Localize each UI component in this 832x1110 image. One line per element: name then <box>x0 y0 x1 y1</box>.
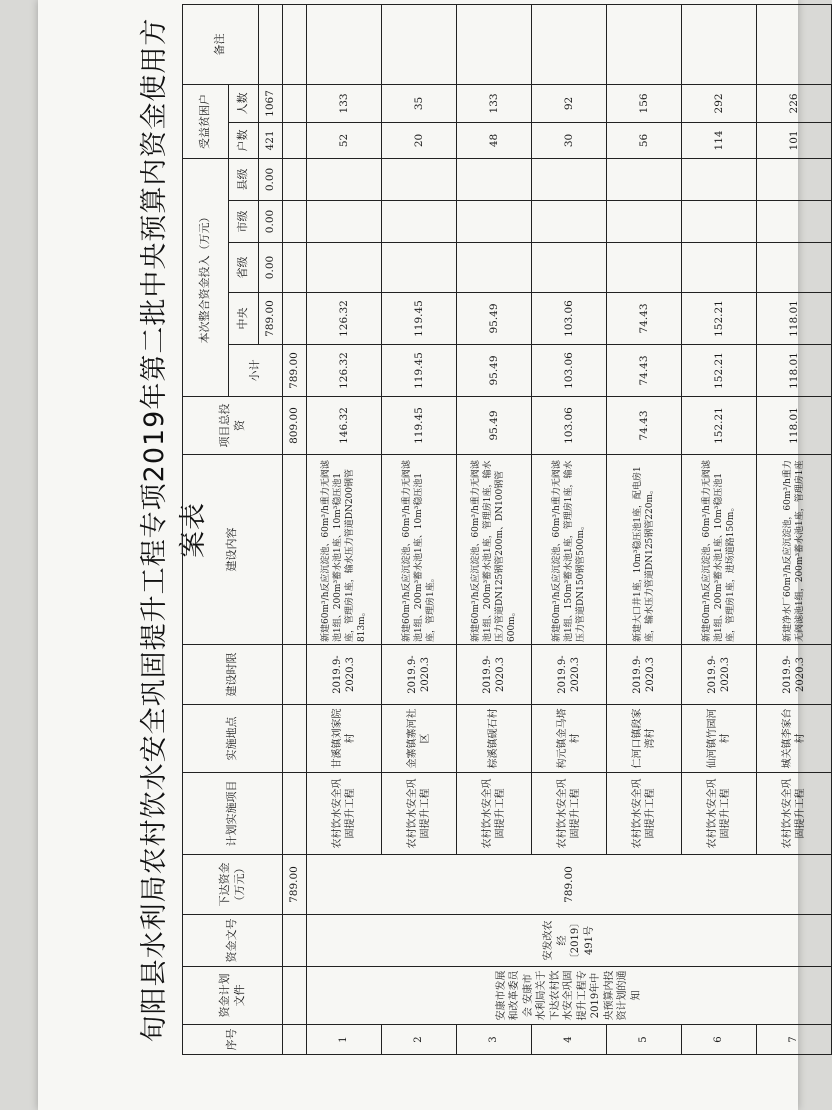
cell-central: 74.43 <box>607 293 682 345</box>
header-period: 建设时限 <box>183 645 283 705</box>
cell-subtotal: 118.01 <box>757 345 832 397</box>
cell-project: 农村饮水安全巩固提升工程 <box>457 773 532 855</box>
header-integrated-funds: 本次整合资金投入（万元） <box>183 158 229 396</box>
total-invest: 809.00 <box>283 397 307 455</box>
cell-subtotal: 103.06 <box>532 345 607 397</box>
cell-total: 152.21 <box>682 397 757 455</box>
header-county: 县级 <box>229 158 259 200</box>
cell-central: 95.49 <box>457 293 532 345</box>
page-title: 旬阳县水利局农村饮水安全巩固提升工程专项2019年第二批中央预算内资金使用方案表 <box>139 17 209 1043</box>
fund-plan-table <box>182 4 832 1055</box>
cell-seq: 3 <box>457 1025 532 1055</box>
total-central: 789.00 <box>259 293 283 345</box>
cell-total: 74.43 <box>607 397 682 455</box>
cell-location: 仙河镇竹园河村 <box>682 705 757 773</box>
cell-period: 2019.9-2020.3 <box>307 645 382 705</box>
document-page <box>38 0 806 1110</box>
cell-location: 金寨镇寨河社区 <box>382 705 457 773</box>
cell-households: 52 <box>307 122 382 158</box>
total-county: 0.00 <box>259 158 283 200</box>
header-seq: 序号 <box>183 1025 283 1055</box>
cell-seq: 5 <box>607 1025 682 1055</box>
cell-plan-doc: 安康市发展和改革委员会 安康市水利局关于下达农村饮水安全巩固提升工程专2019年中央预算内投资计划的通知 <box>307 967 832 1025</box>
cell-households: 114 <box>682 122 757 158</box>
cell-persons: 156 <box>607 84 682 122</box>
cell-persons: 226 <box>757 84 832 122</box>
cell-persons: 35 <box>382 84 457 122</box>
header-content: 建设内容 <box>183 455 283 645</box>
cell-period: 2019.9-2020.3 <box>532 645 607 705</box>
cell-location: 城关镇李家台村 <box>757 705 832 773</box>
cell-location: 仁河口镇段家湾村 <box>607 705 682 773</box>
cell-total: 95.49 <box>457 397 532 455</box>
cell-seq: 4 <box>532 1025 607 1055</box>
total-remarks <box>259 4 283 84</box>
cell-project: 农村饮水安全巩固提升工程 <box>307 773 382 855</box>
header-households: 户数 <box>229 122 259 158</box>
header-municipal: 市级 <box>229 201 259 243</box>
cell-central: 126.32 <box>307 293 382 345</box>
table-body <box>307 4 832 1054</box>
cell-central: 103.06 <box>532 293 607 345</box>
cell-period: 2019.9-2020.3 <box>757 645 832 705</box>
cell-project: 农村饮水安全巩固提升工程 <box>682 773 757 855</box>
cell-seq: 7 <box>757 1025 832 1055</box>
cell-period: 2019.9-2020.3 <box>607 645 682 705</box>
cell-persons: 92 <box>532 84 607 122</box>
cell-households: 30 <box>532 122 607 158</box>
cell-project: 农村饮水安全巩固提升工程 <box>382 773 457 855</box>
cell-project: 农村饮水安全巩固提升工程 <box>757 773 832 855</box>
cell-persons: 133 <box>307 84 382 122</box>
cell-period: 2019.9-2020.3 <box>382 645 457 705</box>
cell-project: 农村饮水安全巩固提升工程 <box>532 773 607 855</box>
cell-total: 118.01 <box>757 397 832 455</box>
cell-period: 2019.9-2020.3 <box>682 645 757 705</box>
cell-persons: 133 <box>457 84 532 122</box>
header-beneficiaries: 受益贫困户 <box>183 84 229 158</box>
cell-content: 新建60m³/h反应沉淀池、60m³/h重力无阀滤池1组、200m³蓄水池1座、10m³稳压池1座，管理房1座。 <box>382 455 457 645</box>
rotated-content <box>124 5 806 1055</box>
header-fund-doc-no: 资金文号 <box>183 915 283 967</box>
cell-period: 2019.9-2020.3 <box>457 645 532 705</box>
total-municipal: 0.00 <box>259 201 283 243</box>
cell-central: 152.21 <box>682 293 757 345</box>
cell-location: 棕溪镇砚石村 <box>457 705 532 773</box>
cell-households: 20 <box>382 122 457 158</box>
header-remarks: 备注 <box>183 4 259 84</box>
table-row <box>307 4 382 1054</box>
cell-households: 101 <box>757 122 832 158</box>
header-persons: 人数 <box>229 84 259 122</box>
cell-content: 新建大口井1座，10m³稳压池1座，配电房1座，输水压力管道DN125钢管220m。 <box>607 455 682 645</box>
cell-location: 构元镇金马塔村 <box>532 705 607 773</box>
cell-total: 103.06 <box>532 397 607 455</box>
cell-subtotal: 119.45 <box>382 345 457 397</box>
cell-seq: 6 <box>682 1025 757 1055</box>
header-provincial: 省级 <box>229 243 259 293</box>
total-issued: 789.00 <box>283 855 307 915</box>
cell-persons: 292 <box>682 84 757 122</box>
cell-location: 甘溪镇刘家院村 <box>307 705 382 773</box>
cell-subtotal: 74.43 <box>607 345 682 397</box>
cell-subtotal: 95.49 <box>457 345 532 397</box>
cell-central: 118.01 <box>757 293 832 345</box>
cell-households: 56 <box>607 122 682 158</box>
header-total-invest: 项目总投资 <box>183 397 283 455</box>
cell-total: 119.45 <box>382 397 457 455</box>
total-households: 421 <box>259 122 283 158</box>
cell-subtotal: 152.21 <box>682 345 757 397</box>
cell-households: 48 <box>457 122 532 158</box>
total-provincial: 0.00 <box>259 243 283 293</box>
cell-content: 新建60m³/h反应沉淀池、60m³/h重力无阀滤池1组、200m³蓄水池1座，管理房1座，输水压力管道DN125钢管200m、DN100钢管600m。 <box>457 455 532 645</box>
total-persons: 1067 <box>259 84 283 122</box>
header-location: 实施地点 <box>183 705 283 773</box>
cell-central: 119.45 <box>382 293 457 345</box>
cell-content: 新建60m³/h反应沉淀池、60m³/h重力无阀滤池1组、200m³蓄水池1座、10m³稳压池1座，管理房1座，进场道路150m。 <box>682 455 757 645</box>
header-subtotal: 小计 <box>229 345 283 397</box>
cell-issued: 789.00 <box>307 855 832 915</box>
cell-total: 146.32 <box>307 397 382 455</box>
cell-seq: 2 <box>382 1025 457 1055</box>
header-fund-plan-doc: 资金计划文件 <box>183 967 283 1025</box>
cell-content: 新建60m³/h反应沉淀池、60m³/h重力无阀滤池1组、200m³蓄水池1座、10m³稳压池1座，管理房1座，输水压力管道DN200钢管813m。 <box>307 455 382 645</box>
total-row <box>283 4 307 1054</box>
cell-content: 新建净水厂60m³/h反应沉淀池，60m³/h重力无阀滤池1组，200m³蓄水池1座，管理房1座 <box>757 455 832 645</box>
cell-project: 农村饮水安全巩固提升工程 <box>607 773 682 855</box>
total-subtotal: 789.00 <box>283 345 307 397</box>
header-central: 中央 <box>229 293 259 345</box>
header-plan-project: 计划实施项目 <box>183 773 283 855</box>
cell-content: 新建60m³/h反应沉淀池、60m³/h重力无阀滤池1组、150m³蓄水池1座，管理房1座，输水压力管道DN150钢管500m。 <box>532 455 607 645</box>
cell-seq: 1 <box>307 1025 382 1055</box>
cell-subtotal: 126.32 <box>307 345 382 397</box>
cell-doc-no: 安发改农经〔2019〕491号 <box>307 915 832 967</box>
header-issued-funds: 下达资金（万元） <box>183 855 283 915</box>
